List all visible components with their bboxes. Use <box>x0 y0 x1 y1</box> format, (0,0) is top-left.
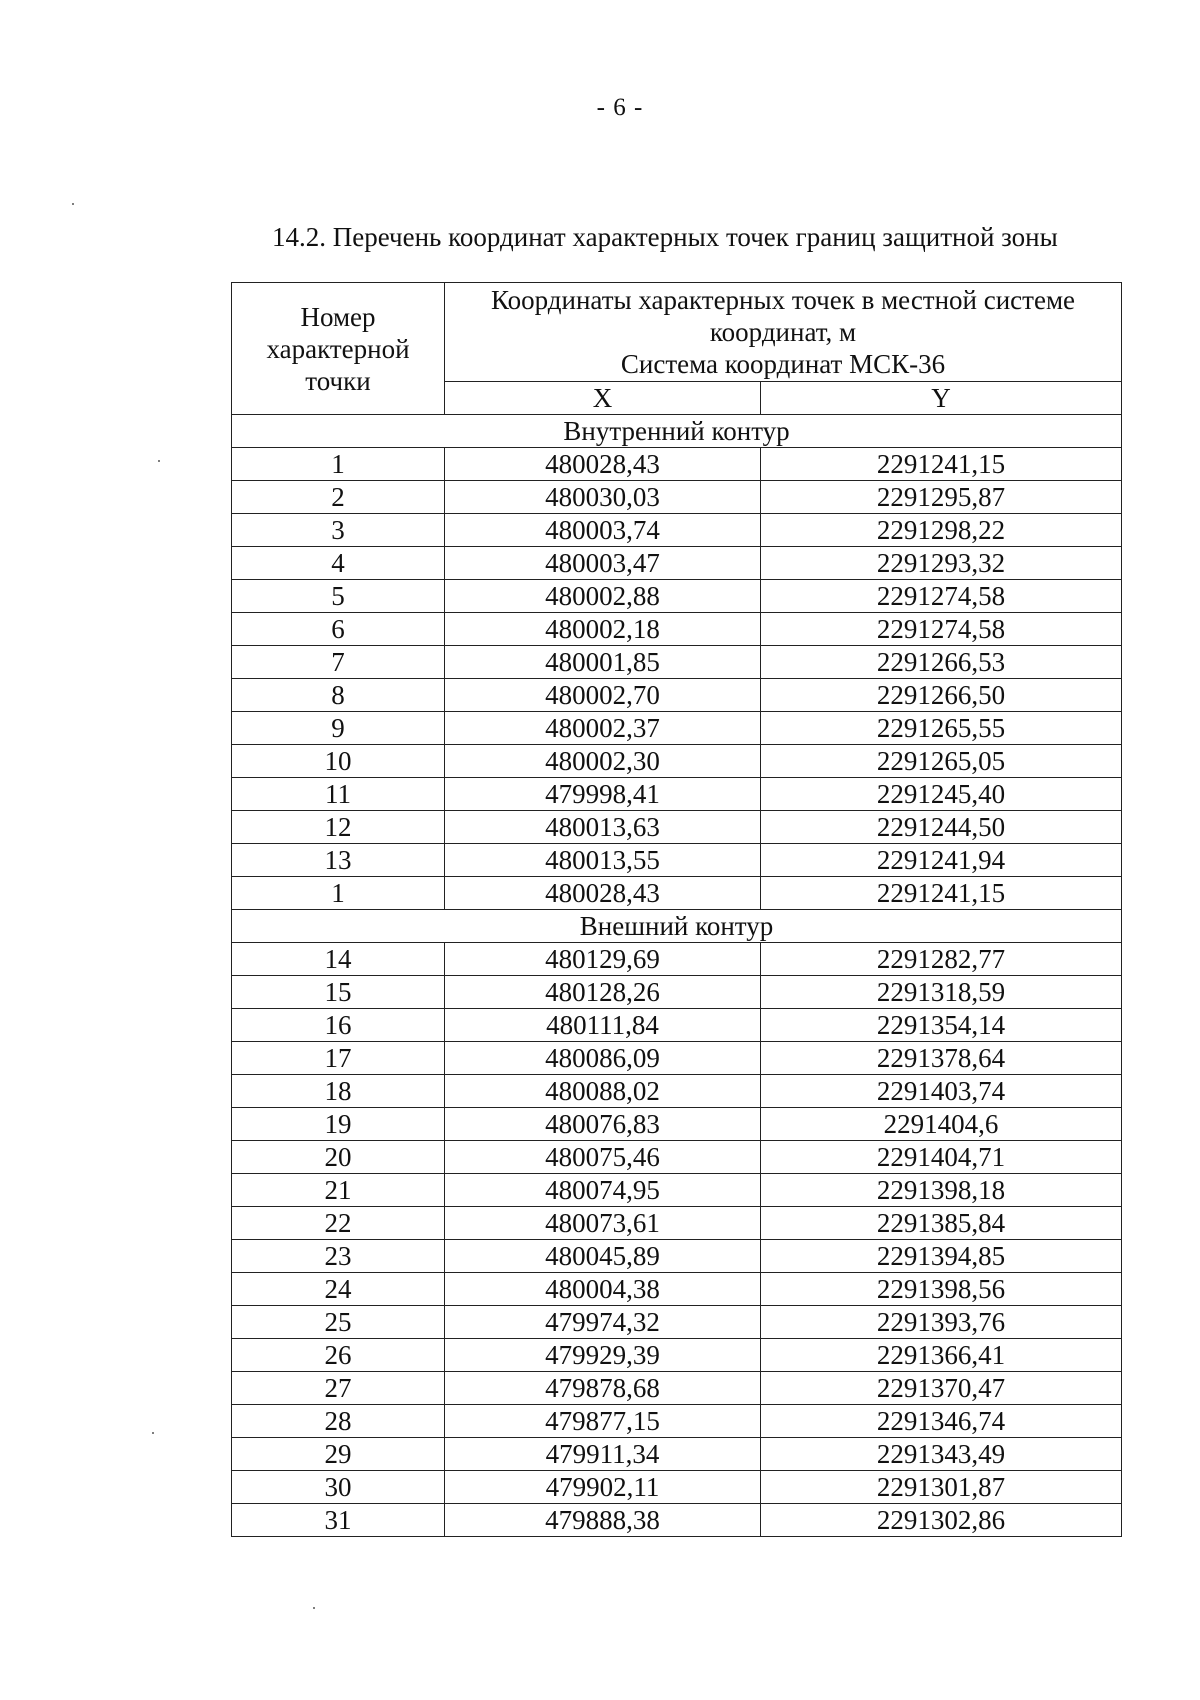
cell-point-number: 30 <box>232 1471 445 1504</box>
cell-point-number: 16 <box>232 1009 445 1042</box>
cell-point-number: 2 <box>232 481 445 514</box>
cell-x: 480013,55 <box>445 844 761 877</box>
cell-x: 480028,43 <box>445 877 761 910</box>
cell-y: 2291298,22 <box>761 514 1122 547</box>
table-row <box>232 1141 1122 1174</box>
cell-point-number: 3 <box>232 514 445 547</box>
cell-y: 2291245,40 <box>761 778 1122 811</box>
cell-point-number: 29 <box>232 1438 445 1471</box>
cell-x: 480073,61 <box>445 1207 761 1240</box>
cell-x: 480086,09 <box>445 1042 761 1075</box>
table-row <box>232 1471 1122 1504</box>
cell-point-number: 1 <box>232 448 445 481</box>
scan-speck <box>158 460 160 462</box>
table-row <box>232 712 1122 745</box>
cell-y: 2291241,15 <box>761 448 1122 481</box>
cell-x: 479998,41 <box>445 778 761 811</box>
table-row <box>232 1108 1122 1141</box>
section-row <box>232 910 1122 943</box>
document-title: 14.2. Перечень координат характерных точек границ защитной зоны <box>272 222 1058 252</box>
table-row <box>232 877 1122 910</box>
table-row <box>232 943 1122 976</box>
cell-point-number: 11 <box>232 778 445 811</box>
cell-y: 2291266,50 <box>761 679 1122 712</box>
cell-y: 2291404,6 <box>761 1108 1122 1141</box>
cell-point-number: 14 <box>232 943 445 976</box>
table-row <box>232 811 1122 844</box>
cell-point-number: 19 <box>232 1108 445 1141</box>
table-row <box>232 1042 1122 1075</box>
cell-x: 480002,30 <box>445 745 761 778</box>
cell-point-number: 24 <box>232 1273 445 1306</box>
section-title: Внешний контур <box>232 910 1122 943</box>
cell-y: 2291274,58 <box>761 580 1122 613</box>
table-row <box>232 745 1122 778</box>
table-row <box>232 1207 1122 1240</box>
cell-point-number: 28 <box>232 1405 445 1438</box>
page-number: - 6 - <box>596 94 644 121</box>
cell-x: 480111,84 <box>445 1009 761 1042</box>
table-row <box>232 613 1122 646</box>
table-row <box>232 1075 1122 1108</box>
cell-y: 2291378,64 <box>761 1042 1122 1075</box>
cell-y: 2291318,59 <box>761 976 1122 1009</box>
table-row <box>232 646 1122 679</box>
table-row <box>232 679 1122 712</box>
cell-y: 2291295,87 <box>761 481 1122 514</box>
cell-x: 480074,95 <box>445 1174 761 1207</box>
section-row <box>232 415 1122 448</box>
table-row <box>232 1240 1122 1273</box>
cell-point-number: 18 <box>232 1075 445 1108</box>
table-row <box>232 1405 1122 1438</box>
cell-x: 479929,39 <box>445 1339 761 1372</box>
cell-x: 480001,85 <box>445 646 761 679</box>
cell-y: 2291301,87 <box>761 1471 1122 1504</box>
coordinates-table <box>231 282 1122 1537</box>
cell-x: 480075,46 <box>445 1141 761 1174</box>
cell-point-number: 27 <box>232 1372 445 1405</box>
scan-speck <box>313 1607 315 1609</box>
table-row <box>232 1372 1122 1405</box>
scan-speck <box>152 1432 154 1434</box>
header-coordinates <box>445 283 1122 382</box>
header-x: X <box>445 382 761 415</box>
cell-y: 2291346,74 <box>761 1405 1122 1438</box>
cell-y: 2291244,50 <box>761 811 1122 844</box>
cell-x: 479877,15 <box>445 1405 761 1438</box>
cell-y: 2291241,15 <box>761 877 1122 910</box>
cell-x: 480002,70 <box>445 679 761 712</box>
cell-x: 480030,03 <box>445 481 761 514</box>
cell-point-number: 25 <box>232 1306 445 1339</box>
header-coordinates-line1: Координаты характерных точек в местной системе <box>490 285 1076 315</box>
cell-x: 480004,38 <box>445 1273 761 1306</box>
cell-y: 2291398,56 <box>761 1273 1122 1306</box>
cell-x: 480088,02 <box>445 1075 761 1108</box>
cell-y: 2291404,71 <box>761 1141 1122 1174</box>
cell-point-number: 22 <box>232 1207 445 1240</box>
cell-point-number: 12 <box>232 811 445 844</box>
cell-x: 480076,83 <box>445 1108 761 1141</box>
cell-x: 479911,34 <box>445 1438 761 1471</box>
cell-point-number: 31 <box>232 1504 445 1537</box>
cell-y: 2291241,94 <box>761 844 1122 877</box>
cell-point-number: 10 <box>232 745 445 778</box>
scan-speck <box>72 203 74 205</box>
cell-y: 2291266,53 <box>761 646 1122 679</box>
table-row <box>232 1504 1122 1537</box>
cell-y: 2291354,14 <box>761 1009 1122 1042</box>
cell-point-number: 1 <box>232 877 445 910</box>
cell-y: 2291343,49 <box>761 1438 1122 1471</box>
cell-y: 2291398,18 <box>761 1174 1122 1207</box>
cell-point-number: 21 <box>232 1174 445 1207</box>
cell-x: 480013,63 <box>445 811 761 844</box>
table-row <box>232 1438 1122 1471</box>
cell-x: 480003,74 <box>445 514 761 547</box>
cell-x: 480002,37 <box>445 712 761 745</box>
table-row <box>232 514 1122 547</box>
cell-y: 2291366,41 <box>761 1339 1122 1372</box>
table-row <box>232 778 1122 811</box>
cell-point-number: 7 <box>232 646 445 679</box>
cell-y: 2291393,76 <box>761 1306 1122 1339</box>
cell-point-number: 5 <box>232 580 445 613</box>
cell-y: 2291282,77 <box>761 943 1122 976</box>
table-row <box>232 547 1122 580</box>
cell-point-number: 9 <box>232 712 445 745</box>
cell-y: 2291385,84 <box>761 1207 1122 1240</box>
cell-point-number: 15 <box>232 976 445 1009</box>
cell-y: 2291265,05 <box>761 745 1122 778</box>
cell-y: 2291370,47 <box>761 1372 1122 1405</box>
cell-y: 2291265,55 <box>761 712 1122 745</box>
cell-x: 479902,11 <box>445 1471 761 1504</box>
cell-point-number: 17 <box>232 1042 445 1075</box>
cell-y: 2291394,85 <box>761 1240 1122 1273</box>
table-header <box>232 283 1122 415</box>
cell-x: 480128,26 <box>445 976 761 1009</box>
cell-point-number: 26 <box>232 1339 445 1372</box>
cell-point-number: 4 <box>232 547 445 580</box>
header-coordinates-line3: Система координат МСК-36 <box>620 349 946 379</box>
cell-x: 479878,68 <box>445 1372 761 1405</box>
cell-x: 480002,18 <box>445 613 761 646</box>
section-title: Внутренний контур <box>232 415 1122 448</box>
cell-x: 480003,47 <box>445 547 761 580</box>
cell-point-number: 23 <box>232 1240 445 1273</box>
cell-x: 480002,88 <box>445 580 761 613</box>
cell-x: 479974,32 <box>445 1306 761 1339</box>
cell-x: 480045,89 <box>445 1240 761 1273</box>
cell-x: 480028,43 <box>445 448 761 481</box>
header-point-number: Номер характерной точки <box>232 283 445 415</box>
table-row <box>232 580 1122 613</box>
header-coordinates-line2: координат, м <box>709 317 857 347</box>
cell-y: 2291293,32 <box>761 547 1122 580</box>
table-row <box>232 1339 1122 1372</box>
cell-y: 2291403,74 <box>761 1075 1122 1108</box>
table-row <box>232 481 1122 514</box>
table-row <box>232 844 1122 877</box>
cell-point-number: 6 <box>232 613 445 646</box>
cell-x: 480129,69 <box>445 943 761 976</box>
table-row <box>232 1273 1122 1306</box>
header-y: Y <box>761 382 1122 415</box>
table-row <box>232 976 1122 1009</box>
cell-y: 2291274,58 <box>761 613 1122 646</box>
table-row <box>232 1009 1122 1042</box>
table-body <box>232 415 1122 1537</box>
table-row <box>232 1306 1122 1339</box>
cell-point-number: 8 <box>232 679 445 712</box>
table-row <box>232 448 1122 481</box>
cell-x: 479888,38 <box>445 1504 761 1537</box>
cell-y: 2291302,86 <box>761 1504 1122 1537</box>
cell-point-number: 20 <box>232 1141 445 1174</box>
table-row <box>232 1174 1122 1207</box>
cell-point-number: 13 <box>232 844 445 877</box>
